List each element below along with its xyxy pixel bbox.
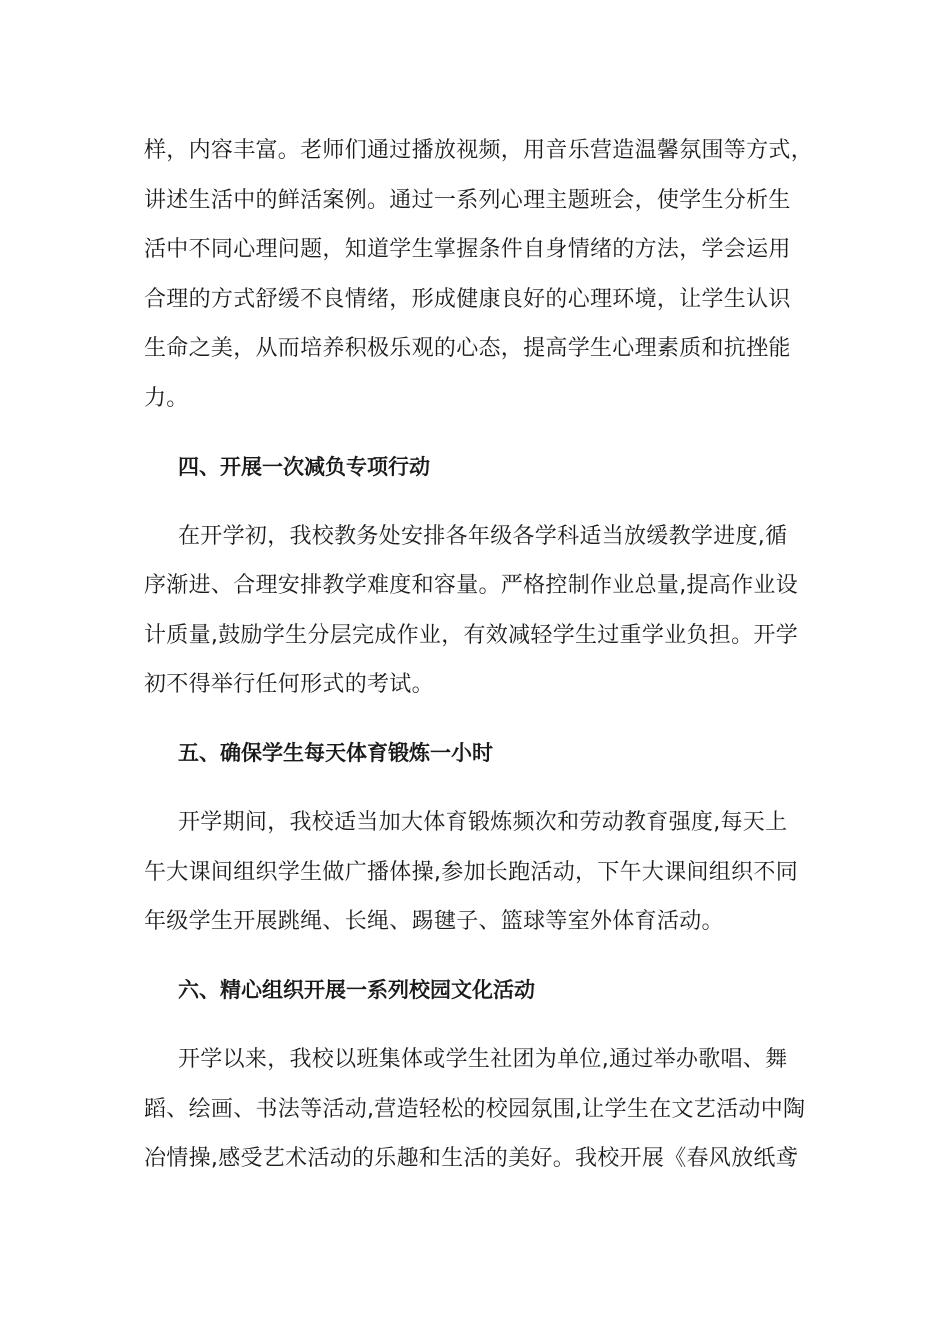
paragraph-gap: [144, 423, 806, 443]
text-line: 午大课间组织学生做广播体操,参加长跑活动，下午大课间组织不同: [144, 859, 798, 885]
text-line: 冶情操,感受艺术活动的乐趣和生活的美好。我校开展《春风放纸鸢: [144, 1146, 798, 1171]
text-line: 初不得举行任何形式的考试。: [144, 672, 434, 697]
section-heading-5: 五、确保学生每天体育锻炼一小时: [178, 741, 493, 765]
text-line: 讲述生活中的鲜活案例。通过一系列心理主题班会，使学生分析生: [144, 187, 791, 213]
text-line: 蹈、绘画、书法等活动,营造轻松的校园氛围,让学生在文艺活动中陶: [144, 1096, 806, 1122]
text-line: 在开学初，我校教务处安排各年级各学科适当放缓教学进度,循: [178, 523, 788, 549]
paragraph-section-5: [144, 798, 806, 947]
paragraph-gap: [144, 492, 806, 512]
paragraph-gap: [144, 779, 806, 799]
text-line: 活中不同心理问题，知道学生掌握条件自身情绪的方法，学会运用: [144, 237, 791, 262]
text-line: 开学以来，我校以班集体或学生社团为单位,通过举办歌唱、舞: [178, 1047, 788, 1072]
paragraph-intro: [144, 126, 814, 423]
text-line: 序渐进、合理安排教学难度和容量。严格控制作业总量,提高作业设: [144, 573, 798, 598]
paragraph-gap: [144, 710, 806, 730]
text-line: 开学期间，我校适当加大体育锻炼频次和劳动教育强度,每天上: [178, 810, 788, 835]
text-line: 生命之美，从而培养积极乐观的心态，提高学生心理素质和抗挫能: [144, 336, 791, 361]
paragraph-section-6: [144, 1035, 806, 1184]
text-line: 年级学生开展跳绳、长绳、踢毽子、篮球等室外体育活动。: [144, 909, 724, 934]
paragraph-gap: [144, 1016, 806, 1036]
document-body: [144, 126, 814, 1184]
paragraph-section-4: [144, 512, 806, 710]
section-heading-4: 四、开展一次减负专项行动: [178, 454, 430, 479]
text-line: 合理的方式舒缓不良情绪，形成健康良好的心理环境，让学生认识: [144, 286, 791, 312]
text-line: 计质量,鼓励学生分层完成作业，有效减轻学生过重学业负担。开学: [144, 622, 798, 648]
text-line: 力。: [144, 385, 189, 411]
section-heading-6: 六、精心组织开展一系列校园文化活动: [178, 978, 535, 1002]
paragraph-gap: [144, 947, 806, 967]
text-line: 样，内容丰富。老师们通过播放视频，用音乐营造温馨氛围等方式，: [144, 138, 814, 163]
